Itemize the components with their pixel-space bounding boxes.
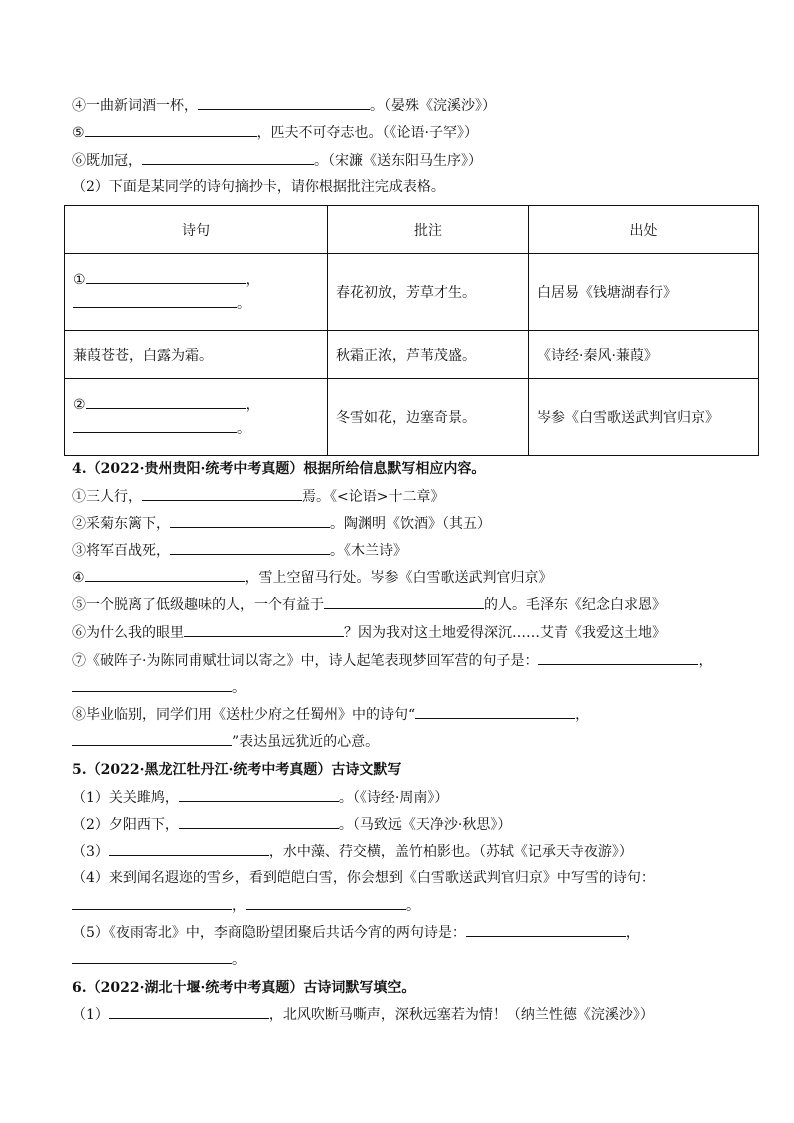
table-row — [65, 331, 759, 379]
q4-item-5 — [72, 594, 666, 614]
q4-item-7-cont — [72, 677, 246, 697]
question-6-heading — [72, 978, 415, 998]
item-text: ⑤一个脱离了低级趣味的人，一个有益于 — [72, 597, 324, 613]
item-text: ，北风吹断马嘶声，深秋远塞若为情！（纳兰性德《浣溪沙》） — [268, 1007, 654, 1023]
question-title: 古诗文默写 — [331, 762, 402, 778]
q5-item-5 — [72, 922, 640, 942]
item-text: 焉。《<论语>十二章》 — [302, 489, 445, 505]
answer-blank[interactable] — [466, 922, 626, 937]
source-cell: 《诗经·秦风·蒹葭》 — [529, 331, 759, 379]
q6-item-1 — [72, 1004, 654, 1024]
item-text: （2）夕阳西下， — [72, 817, 179, 833]
answer-blank[interactable] — [85, 122, 257, 137]
question-number: 4.（2022·贵州贵阳·统考中考真题） — [72, 461, 304, 477]
poem-card-table — [64, 205, 759, 456]
q4-item-7 — [72, 650, 712, 670]
q5-item-4: （4）来到闻名遐迩的雪乡，看到皑皑白雪，你会想到《白雪歌送武判官归京》中写雪的诗句： — [72, 870, 655, 886]
item-text: ⑥既加冠， — [72, 153, 142, 169]
item-text: （5）《夜雨寄北》中，李商隐盼望团聚后共话今宵的两句诗是： — [72, 925, 466, 941]
item-text: ，雪上空留马行处。岑参《白雪歌送武判官归京》 — [244, 570, 553, 586]
answer-blank[interactable] — [170, 540, 330, 555]
item-text: 。（《诗经·周南》） — [338, 790, 449, 806]
answer-blank[interactable] — [86, 394, 246, 409]
q4-item-8-cont — [72, 731, 379, 751]
source-cell: 岑参《白雪歌送武判官归京》 — [529, 379, 759, 456]
answer-blank[interactable] — [72, 731, 232, 746]
q4-item-4 — [72, 567, 553, 587]
item-text: （1）关关雎鸠， — [72, 790, 179, 806]
q4-item-8 — [72, 704, 589, 724]
item-text: ⑤ — [72, 125, 85, 141]
marker: ① — [73, 272, 86, 288]
question-title: 古诗词默写填空。 — [303, 980, 416, 996]
item-text: ，水中藻、荇交横，盖竹柏影也。（苏轼《记承天寺夜游》） — [268, 844, 633, 860]
answer-blank[interactable] — [72, 677, 232, 692]
item-text: ， — [625, 925, 640, 941]
verse-cell — [65, 254, 328, 331]
table-row — [65, 254, 759, 331]
item-text: ④一曲新词酒一杯， — [72, 98, 198, 114]
q4-item-3 — [72, 540, 407, 560]
q5-item-5-cont — [72, 949, 246, 969]
q5-item-3 — [72, 841, 633, 861]
q4-item-6 — [72, 622, 666, 642]
item-text: （3） — [72, 844, 109, 860]
item-text: 。 — [232, 952, 246, 968]
q5-item-2 — [72, 814, 511, 834]
item-text: ， — [698, 653, 713, 669]
verse-cell: 蒹葭苍苍，白露为霜。 — [65, 331, 328, 379]
item-5 — [72, 122, 478, 142]
q4-item-2 — [72, 513, 491, 533]
answer-blank[interactable] — [184, 622, 344, 637]
answer-blank[interactable] — [246, 895, 406, 910]
question-5-heading — [72, 760, 401, 780]
q5-item-1 — [72, 787, 448, 807]
note-cell: 冬雪如花，边塞奇景。 — [328, 379, 529, 456]
header-note: 批注 — [328, 206, 529, 254]
answer-blank[interactable] — [179, 787, 339, 802]
answer-blank[interactable] — [415, 704, 575, 719]
item-4 — [72, 95, 496, 115]
header-verse: 诗句 — [65, 206, 328, 254]
answer-blank[interactable] — [179, 814, 339, 829]
header-source: 出处 — [529, 206, 759, 254]
note-cell: 秋霜正浓，芦苇茂盛。 — [328, 331, 529, 379]
item-text: ①三人行， — [72, 489, 142, 505]
item-text: ”表达虽远犹近的心意。 — [232, 734, 380, 750]
table-header-row — [65, 206, 759, 254]
item-text: ， — [575, 707, 590, 723]
punct: 。 — [237, 296, 251, 312]
answer-blank[interactable] — [73, 293, 237, 308]
question-number: 6.（2022·湖北十堰·统考中考真题） — [72, 980, 304, 996]
answer-blank[interactable] — [142, 150, 314, 165]
item-text: ②采菊东篱下， — [72, 516, 170, 532]
table-row — [65, 379, 759, 456]
answer-blank[interactable] — [109, 841, 269, 856]
item-text: 。 — [406, 898, 420, 914]
item-6 — [72, 150, 482, 170]
punct: ， — [245, 397, 260, 413]
answer-blank[interactable] — [198, 95, 370, 110]
verse-cell — [65, 379, 328, 456]
item-text: ⑦《破阵子·为陈同甫赋壮词以寄之》中，诗人起笔表现梦回军营的句子是： — [72, 653, 539, 669]
answer-blank[interactable] — [538, 650, 698, 665]
item-text: ⑥为什么我的眼里 — [72, 625, 184, 641]
answer-blank[interactable] — [86, 269, 246, 284]
item-text: ，匹夫不可夺志也。（《论语·子罕》） — [256, 125, 479, 141]
answer-blank[interactable] — [72, 895, 232, 910]
item-text: ⑧毕业临别，同学们用《送杜少府之任蜀州》中的诗句“ — [72, 707, 416, 723]
item-text: 的人。毛泽东《纪念白求恩》 — [484, 597, 666, 613]
question-4-heading — [72, 459, 485, 479]
punct: 。 — [237, 421, 251, 437]
answer-blank[interactable] — [85, 567, 245, 582]
note-cell: 春花初放，芳草才生。 — [328, 254, 529, 331]
item-text: 。（马致远《天净沙·秋思》） — [338, 817, 512, 833]
q4-item-1 — [72, 486, 444, 506]
answer-blank[interactable] — [142, 486, 302, 501]
source-cell: 白居易《钱塘湖春行》 — [529, 254, 759, 331]
question-number: 5.（2022·黑龙江牡丹江·统考中考真题） — [72, 762, 332, 778]
answer-blank[interactable] — [170, 513, 330, 528]
answer-blank[interactable] — [324, 594, 484, 609]
answer-blank[interactable] — [109, 1004, 269, 1019]
question-title: 根据所给信息默写相应内容。 — [303, 461, 486, 477]
q5-item-4-cont — [72, 895, 420, 915]
punct: ， — [245, 272, 260, 288]
item-text: 。（宋濂《送东阳马生序》） — [314, 153, 482, 169]
answer-blank[interactable] — [73, 418, 237, 433]
item-text: 。 — [232, 680, 246, 696]
item-text: ， — [232, 898, 246, 914]
item-text: 。陶渊明《饮酒》（其五） — [330, 516, 491, 532]
item-text: 。《木兰诗》 — [330, 543, 407, 559]
answer-blank[interactable] — [72, 949, 232, 964]
item-text: （1） — [72, 1007, 109, 1023]
item-text: 。（晏殊《浣溪沙》） — [370, 98, 496, 114]
item-text: ？因为我对这土地爱得深沉……艾青《我爱这土地》 — [344, 625, 666, 641]
marker: ② — [73, 397, 86, 413]
item-text: ③将军百战死， — [72, 543, 170, 559]
item-text: ④ — [72, 570, 85, 586]
sub-question-2: （2）下面是某同学的诗句摘抄卡，请你根据批注完成表格。 — [72, 179, 445, 195]
